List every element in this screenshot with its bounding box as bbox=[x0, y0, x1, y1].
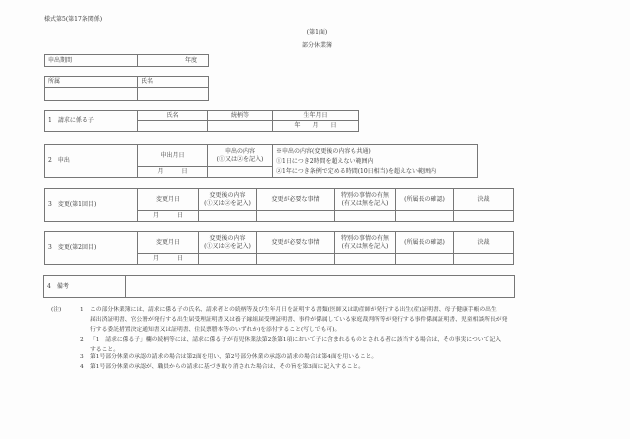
change2-special-header bbox=[335, 232, 396, 254]
change1-content-field[interactable] bbox=[199, 211, 257, 222]
affiliation-table bbox=[44, 76, 209, 101]
note-1-line-3: 行する委託措置決定通知書又は証明書、住民票謄本等のいずれか)を添付すること(写しでも可)。 bbox=[90, 327, 341, 333]
note-3-line-1: 第1号部分休業の承認の請求の場合は第2面を用い、第2号部分休業の承認の請求の場合は第4面を用いること。 bbox=[90, 354, 378, 360]
change1-reason-field[interactable] bbox=[257, 211, 335, 222]
change2-special-line1: 特別の事情の有無 bbox=[340, 235, 389, 242]
note-2-number: 2 bbox=[80, 337, 84, 343]
child-relation-field[interactable] bbox=[208, 121, 273, 132]
child-section-label: 1 請求に係る子 bbox=[45, 111, 138, 132]
change1-date-header: 変更月日 bbox=[138, 189, 199, 211]
change1-special-line1: 特別の事情の有無 bbox=[340, 192, 389, 199]
period-label: 申出期間 bbox=[45, 55, 138, 67]
note-1-line-1: この部分休業簿には、請求に係る子の氏名、請求者との続柄等及び生年月日を証明する書類(医師又は助産師が発行する出生(産)証明書、母子健康手帳の出生 bbox=[90, 307, 497, 313]
child-birth-field[interactable]: 年 月 日 bbox=[273, 121, 359, 132]
child-birth-header: 生年月日 bbox=[273, 111, 359, 121]
change2-content-header bbox=[199, 232, 257, 254]
request-content-line2: (①又は②を記入) bbox=[216, 155, 264, 163]
change2-special-line2: (有又は無を記入) bbox=[341, 242, 389, 250]
change2-reason-header: 変更が必要な事情 bbox=[257, 232, 335, 254]
note-1 bbox=[80, 305, 497, 315]
request-content-field[interactable] bbox=[208, 167, 273, 178]
change2-reason-field[interactable] bbox=[257, 254, 335, 265]
request-section-label: 2 申出 bbox=[45, 145, 138, 178]
child-name-field[interactable] bbox=[138, 121, 208, 132]
change1-date-field[interactable]: 月 日 bbox=[138, 211, 199, 222]
note-2 bbox=[80, 335, 501, 345]
form-id: 様式第5(第17条関係) bbox=[44, 16, 103, 23]
page-title: 部分休業簿 bbox=[301, 42, 332, 49]
request-note-line2: ①1日につき2時間を超えない範囲内 bbox=[276, 158, 374, 165]
child-name-header: 氏名 bbox=[138, 111, 208, 121]
change1-content-header bbox=[199, 189, 257, 211]
note-4-line-1: 第1号部分休業の承認が、職員からの請求に基づき取り消された場合は、その旨を第3面に記入すること。 bbox=[90, 364, 365, 370]
change2-confirm-field[interactable] bbox=[396, 254, 454, 265]
notes-label: (注) bbox=[51, 307, 62, 313]
name-field[interactable] bbox=[138, 88, 209, 101]
request-note bbox=[273, 145, 478, 178]
change1-content-line1: 変更後の内容 bbox=[209, 192, 246, 199]
child-relation-header: 続柄等 bbox=[208, 111, 273, 121]
request-content-line1: 申出の内容 bbox=[224, 148, 255, 155]
change2-content-field[interactable] bbox=[199, 254, 257, 265]
year-suffix: 年度 bbox=[184, 56, 197, 64]
dept-field[interactable] bbox=[45, 88, 138, 101]
page-number: (第1面) bbox=[306, 29, 328, 36]
remarks-section-label: 4 備考 bbox=[44, 276, 126, 298]
change1-content-line2: (①又は②を記入) bbox=[204, 199, 251, 207]
change2-content-line1: 変更後の内容 bbox=[209, 235, 246, 242]
note-3 bbox=[80, 352, 377, 362]
change1-confirm-field[interactable] bbox=[396, 211, 454, 222]
request-date-field[interactable]: 月 日 bbox=[138, 167, 208, 178]
remarks-field[interactable] bbox=[126, 276, 515, 298]
change-table-2 bbox=[44, 231, 514, 265]
child-table bbox=[44, 110, 359, 132]
note-4-number: 4 bbox=[80, 364, 84, 370]
change1-section-label: 3 変更(第1回目) bbox=[45, 189, 138, 222]
change1-special-line2: (有又は無を記入) bbox=[341, 199, 389, 207]
note-1-number: 1 bbox=[80, 307, 84, 313]
period-year-field[interactable] bbox=[138, 55, 209, 67]
change1-confirm-header: (所属長の確認) bbox=[396, 189, 454, 211]
change1-reason-header: 変更が必要な事情 bbox=[257, 189, 335, 211]
change1-special-field[interactable] bbox=[335, 211, 396, 222]
change2-approval-header: 決裁 bbox=[454, 232, 514, 254]
change2-confirm-header: (所属長の確認) bbox=[396, 232, 454, 254]
change1-approval-field[interactable] bbox=[454, 211, 514, 222]
request-content-header bbox=[208, 145, 273, 167]
change2-approval-field[interactable] bbox=[454, 254, 514, 265]
note-4 bbox=[80, 362, 364, 372]
change2-date-field[interactable]: 月 日 bbox=[138, 254, 199, 265]
dept-label: 所属 bbox=[45, 77, 138, 88]
note-3-number: 3 bbox=[80, 354, 84, 360]
change1-special-header bbox=[335, 189, 396, 211]
request-note-line1: ※申出の内容(変更後の内容も共通) bbox=[276, 148, 371, 155]
remarks-table bbox=[43, 275, 515, 298]
request-note-line3: ②1年につき条例で定める時間(10日相当)を超えない範囲内 bbox=[276, 168, 437, 175]
note-2-line-2: すること。 bbox=[90, 347, 119, 353]
change2-content-line2: (①又は②を記入) bbox=[204, 242, 251, 250]
request-date-header: 申出月日 bbox=[138, 145, 208, 167]
change-table-1 bbox=[44, 188, 514, 222]
change1-approval-header: 決裁 bbox=[454, 189, 514, 211]
name-label: 氏名 bbox=[138, 77, 209, 88]
change2-special-field[interactable] bbox=[335, 254, 396, 265]
request-table bbox=[44, 144, 478, 178]
change2-section-label: 3 変更(第2回目) bbox=[45, 232, 138, 265]
change2-date-header: 変更月日 bbox=[138, 232, 199, 254]
note-1-line-2: 届出済証明書、官公署が発行する出生届受理証明書又は養子縁組届受理証明書、事件が係属している家庭裁判所等が発行する事件係属証明書、児童相談所長が発 bbox=[90, 317, 508, 323]
period-table bbox=[44, 54, 209, 67]
note-2-line-1: 「1 請求に係る子」欄の続柄等には、請求に係る子が育児休業法第2条第1項において子に含まれるものとされる者に該当する場合は、その事実について記入 bbox=[90, 337, 501, 343]
